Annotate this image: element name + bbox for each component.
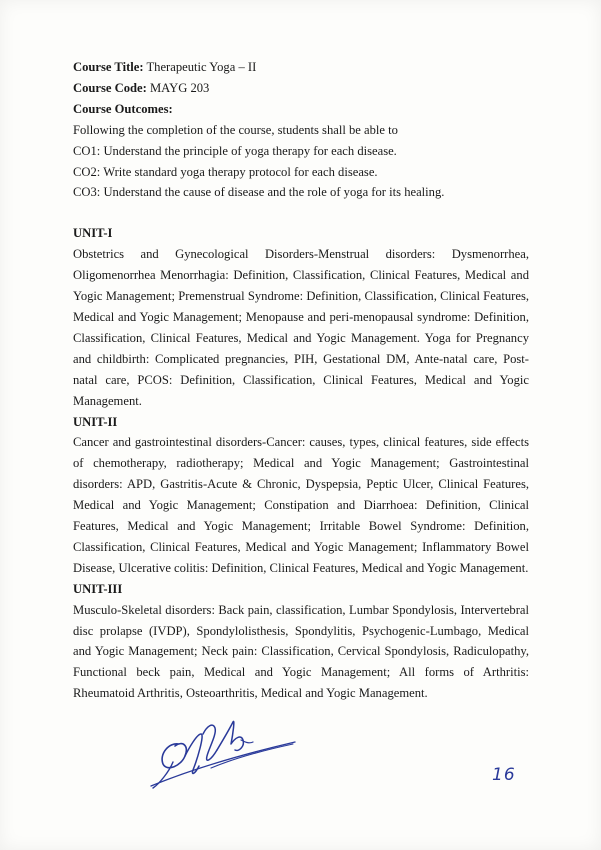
course-outcome-1: CO1: Understand the principle of yoga therapy for each disease. bbox=[73, 143, 397, 158]
course-outcomes-heading bbox=[73, 99, 529, 120]
unit-1-section bbox=[73, 223, 529, 411]
unit-2-heading: UNIT-II bbox=[73, 414, 118, 429]
course-outcomes-label: Course Outcomes: bbox=[73, 101, 173, 116]
course-title-value: Therapeutic Yoga – II bbox=[146, 60, 257, 74]
course-code-value: MAYG 203 bbox=[149, 80, 210, 95]
unit-3-heading: UNIT-III bbox=[73, 581, 123, 596]
course-code-label: Course Code: bbox=[73, 80, 147, 95]
course-code-line bbox=[73, 78, 529, 99]
course-title-line bbox=[73, 57, 529, 78]
unit-1-heading: UNIT-I bbox=[73, 226, 113, 241]
unit-3-text: Musculo-Skeletal disorders: Back pain, classification, Lumbar Spondylosis, Intervertebral disc prolapse (IVDP), Spondylolisthesis, Spondylitis, Psychogenic-Lumbago, Medical and Yogic Management; Neck pain: Classification, Cervical Spondylosis, Radiculopathy, Functional beck pain, Medical and Yogic Management; All forms of Arthritis: Rheumatoid Arthritis, Osteoarthritis, Medical and Yogic Management. bbox=[73, 602, 529, 701]
section-spacer bbox=[73, 203, 529, 223]
document-body bbox=[73, 57, 529, 704]
unit-2-text: Cancer and gastrointestinal disorders-Cancer: causes, types, clinical features, side effects of chemotherapy, radiotherapy; Medical and Yogic Management; Gastrointestinal disorders: APD, Gastritis-Acute & Chronic, Dyspepsia, Peptic Ulcer, Clinical Features, Medical and Yogic Management; Constipation and Diarrhoea: Definition, Clinical Features, Medical and Yogic Management; Irritable Bowel Syndrome: Definition, Classification, Clinical Features, Medical and Yogic Management; Inflammatory Bowel Disease, Ulcerative colitis: Definition, Clinical Features, Medical and Yogic Management. bbox=[73, 435, 529, 575]
course-outcomes-intro: Following the completion of the course, students shall be able to bbox=[73, 122, 398, 137]
handwritten-signature bbox=[145, 704, 305, 792]
unit-1-text: Obstetrics and Gynecological Disorders-Menstrual disorders: Dysmenorrhea, Oligomenorrhea Menorrhagia: Definition, Classification, Clinical Features, Medical and Yogic Management; Premenstrual Syndrome: Definition, Classification, Clinical Features, Medical and Yogic Management; Menopause and peri-menopausal syndrome: Definition, Classification, Clinical Features, Medical and Yogic Management. Yoga for Pregnancy and childbirth: Complicated pregnancies, PIH, Gestational DM, Ante-natal care, Post-natal care, PCOS: Definition, Classification, Clinical Features, Medical and Yogic Management. bbox=[73, 247, 529, 408]
page-number: 16 bbox=[492, 765, 516, 785]
unit-2-section bbox=[73, 412, 529, 579]
course-outcome-2: CO2: Write standard yoga therapy protocol for each disease. bbox=[73, 164, 378, 179]
course-title-label: Course Title: bbox=[73, 60, 144, 74]
course-outcome-3: CO3: Understand the cause of disease and the role of yoga for its healing. bbox=[73, 185, 445, 200]
unit-3-section bbox=[73, 579, 529, 704]
